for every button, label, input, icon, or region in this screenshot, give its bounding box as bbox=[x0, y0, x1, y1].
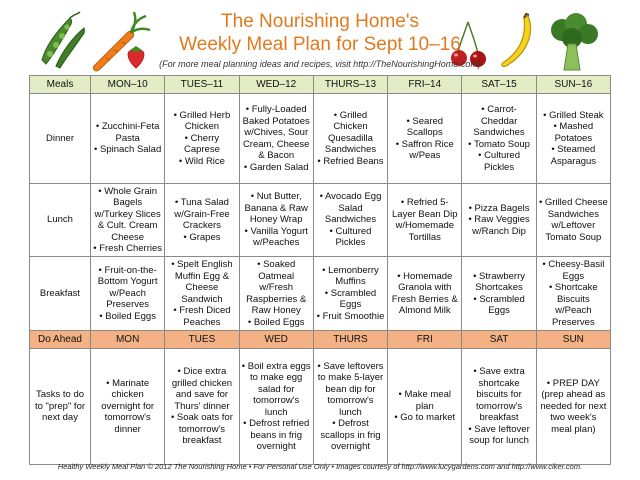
meal-item: • Scrambled Eggs bbox=[324, 287, 377, 311]
meal-cell bbox=[313, 184, 387, 257]
meal-cell bbox=[313, 349, 387, 465]
row-label: Breakfast bbox=[30, 257, 91, 331]
meal-item: • Spelt English Muffin Egg & Cheese Sandwich bbox=[171, 259, 233, 305]
day-header: SAT–15 bbox=[462, 76, 536, 94]
meal-item: • Vanilla Yogurt w/Peaches bbox=[244, 225, 308, 249]
page-subtitle: (For more meal planning ideas and recipes, visit http://TheNourishingHome.com) bbox=[159, 59, 481, 69]
meal-item: • Steamed Asparagus bbox=[550, 144, 597, 167]
day-header: WED–12 bbox=[239, 76, 313, 94]
meal-item: • Dice extra grilled chicken and save for Thurs' dinner bbox=[171, 366, 233, 412]
meal-item: • Saffron Rice w/Peas bbox=[395, 138, 454, 161]
day-header: SAT bbox=[462, 331, 536, 349]
day-header: SUN–16 bbox=[536, 76, 610, 94]
meal-item: • Wild Rice bbox=[178, 155, 225, 167]
meal-item: • Boil extra eggs to make egg salad for tomorrow's lunch bbox=[241, 360, 311, 418]
row-label: Dinner bbox=[30, 94, 91, 184]
meal-item: • PREP DAY (prep ahead as needed for next two week's meal plan) bbox=[540, 377, 607, 435]
prep-tasks-row bbox=[30, 349, 611, 465]
meal-item: • Boiled Eggs bbox=[99, 310, 156, 322]
meal-item: • Shortcake Biscuits w/Peach Preserves bbox=[548, 282, 598, 328]
meal-item: • Boiled Eggs bbox=[247, 316, 305, 328]
meal-cell bbox=[462, 349, 536, 465]
meal-cell bbox=[536, 349, 610, 465]
lunch-row bbox=[30, 184, 611, 257]
meal-item: • Fruit Smoothie bbox=[316, 310, 385, 322]
meal-item: • Make meal plan bbox=[398, 389, 451, 412]
meal-cell bbox=[462, 257, 536, 331]
meal-item: • Strawberry Shortcakes bbox=[473, 270, 525, 293]
meal-cell bbox=[313, 257, 387, 331]
meal-cell bbox=[165, 349, 239, 465]
day-header: MON–10 bbox=[91, 76, 165, 94]
page-title-line-1: The Nourishing Home's bbox=[221, 11, 419, 32]
day-header: TUES–11 bbox=[165, 76, 239, 94]
meal-item: • Lemonberry Muffins bbox=[322, 264, 379, 288]
meal-item: • Tuna Salad w/Grain-Free Crackers bbox=[174, 197, 230, 231]
meal-cell bbox=[462, 184, 536, 257]
day-header: THURS–13 bbox=[313, 76, 387, 94]
meal-item: • Soak oats for tomorrow's breakfast bbox=[170, 412, 233, 447]
do-ahead-header-row bbox=[30, 331, 611, 349]
meal-item: • Garden Salad bbox=[243, 161, 309, 173]
meal-item: • Seared Scallops bbox=[406, 115, 444, 138]
page-title-line-2: Weekly Meal Plan for Sept 10–16 bbox=[179, 34, 461, 55]
meal-item: • Defrost refried beans in frig overnight bbox=[243, 418, 310, 452]
day-header-row bbox=[30, 76, 611, 94]
meal-item: • Grilled Chicken Quesadilla Sandwiches bbox=[324, 109, 377, 156]
meal-item: • Marinate chicken overnight for tomorrow's dinner bbox=[101, 377, 155, 435]
meal-item: • Cultured Pickles bbox=[329, 225, 372, 249]
meal-cell bbox=[239, 349, 313, 465]
day-header: WED bbox=[239, 331, 313, 349]
meal-item: • Nut Butter, Banana & Raw Honey Wrap bbox=[244, 191, 308, 226]
meal-item: • Spinach Salad bbox=[94, 144, 162, 156]
meal-cell bbox=[91, 257, 165, 331]
meal-item: • Soaked Oatmeal w/Fresh Raspberries & Raw Honey bbox=[246, 259, 307, 316]
meal-plan-table bbox=[29, 75, 611, 465]
pea-pod-icon bbox=[42, 12, 84, 68]
meal-item: • Save leftovers to make 5-layer bean dip for tomorrow's lunch bbox=[317, 360, 384, 418]
dinner-row bbox=[30, 94, 611, 184]
meal-item: • Scrambled Eggs bbox=[473, 293, 525, 316]
meal-cell bbox=[91, 184, 165, 257]
meal-item: • Save leftover soup for lunch bbox=[468, 423, 530, 447]
meal-item: • Fresh Cherries bbox=[93, 243, 163, 254]
meal-cell bbox=[462, 94, 536, 184]
day-header: SUN bbox=[536, 331, 610, 349]
meal-item: • Fresh Diced Peaches bbox=[173, 305, 231, 328]
meal-cell bbox=[313, 94, 387, 184]
day-header: THURS bbox=[313, 331, 387, 349]
meal-cell bbox=[239, 257, 313, 331]
meal-item: • Avocado Egg Salad Sandwiches bbox=[319, 191, 382, 226]
meal-item: • Go to market bbox=[394, 412, 456, 424]
meal-item: • Fruit-on-the-Bottom Yogurt w/Peach Preserves bbox=[97, 264, 158, 311]
meal-item: • Raw Veggies w/Ranch Dip bbox=[468, 214, 530, 237]
meal-cell bbox=[388, 184, 462, 257]
meal-item: • Cherry Caprese bbox=[183, 132, 220, 156]
meal-item: • Defrost scallops in frig overnight bbox=[320, 418, 381, 452]
day-header: MON bbox=[91, 331, 165, 349]
meal-cell bbox=[388, 349, 462, 465]
meal-item: • Whole Grain Bagels w/Turkey Slices & Cult. Cream Cheese bbox=[94, 185, 161, 243]
meal-cell bbox=[536, 257, 610, 331]
header bbox=[150, 10, 490, 69]
meal-cell bbox=[388, 257, 462, 331]
meal-item: • Refried 5-Layer Bean Dip w/Homemade Tortillas bbox=[392, 197, 458, 243]
meal-item: • Fully-Loaded Baked Potatoes w/Chives, Sour Cream, Cheese & Bacon bbox=[242, 104, 310, 161]
meal-item: • Homemade Granola with Fresh Berries & Almond Milk bbox=[391, 270, 458, 316]
meal-cell bbox=[165, 94, 239, 184]
meal-item: • Refried Beans bbox=[317, 155, 384, 167]
meal-cell bbox=[239, 184, 313, 257]
meal-cell bbox=[388, 94, 462, 184]
meal-item: • Tomato Soup bbox=[468, 138, 530, 150]
meals-header: Meals bbox=[30, 76, 91, 94]
meal-cell bbox=[165, 257, 239, 331]
meal-cell bbox=[536, 184, 610, 257]
meal-item: • Mashed Potatoes bbox=[553, 121, 594, 144]
do-ahead-header: Do Ahead bbox=[30, 331, 91, 349]
left-produce-art bbox=[36, 10, 154, 72]
day-header: TUES bbox=[165, 331, 239, 349]
strawberry-icon bbox=[128, 46, 144, 68]
meal-item: • Grilled Cheese Sandwiches w/Leftover Tomato Soup bbox=[538, 197, 608, 243]
meal-item: • Grilled Steak bbox=[543, 109, 604, 121]
meal-cell bbox=[165, 184, 239, 257]
meal-item: • Pizza Bagels bbox=[468, 202, 530, 214]
meal-item: • Grapes bbox=[183, 231, 221, 243]
meal-item: • Save extra shortcake biscuits for tomorrow's breakfast bbox=[473, 366, 525, 424]
footer-credits: Healthy Weekly Meal Plan © 2012 The Nourishing Home • For Personal Use Only • Images courtesy of http://www.lucygardens.com and http://www.ciker.com. bbox=[57, 462, 583, 471]
meal-cell bbox=[91, 94, 165, 184]
row-label: Lunch bbox=[30, 184, 91, 257]
meal-cell bbox=[91, 349, 165, 465]
row-label: Tasks to do to "prep" for next day bbox=[30, 349, 91, 465]
meal-cell bbox=[536, 94, 610, 184]
day-header: FRI bbox=[388, 331, 462, 349]
meal-item: • Grilled Herb Chicken bbox=[173, 109, 231, 133]
breakfast-row bbox=[30, 257, 611, 331]
meal-item: • Carrot-Cheddar Sandwiches bbox=[473, 104, 525, 138]
day-header: FRI–14 bbox=[388, 76, 462, 94]
broccoli-icon bbox=[551, 13, 598, 70]
meal-item: • Zucchini-Feta Pasta bbox=[95, 121, 160, 144]
meal-item: • Cheesy-Basil Eggs bbox=[542, 259, 605, 282]
meal-item: • Cultured Pickles bbox=[478, 150, 520, 173]
banana-icon bbox=[502, 14, 531, 67]
meal-cell bbox=[239, 94, 313, 184]
